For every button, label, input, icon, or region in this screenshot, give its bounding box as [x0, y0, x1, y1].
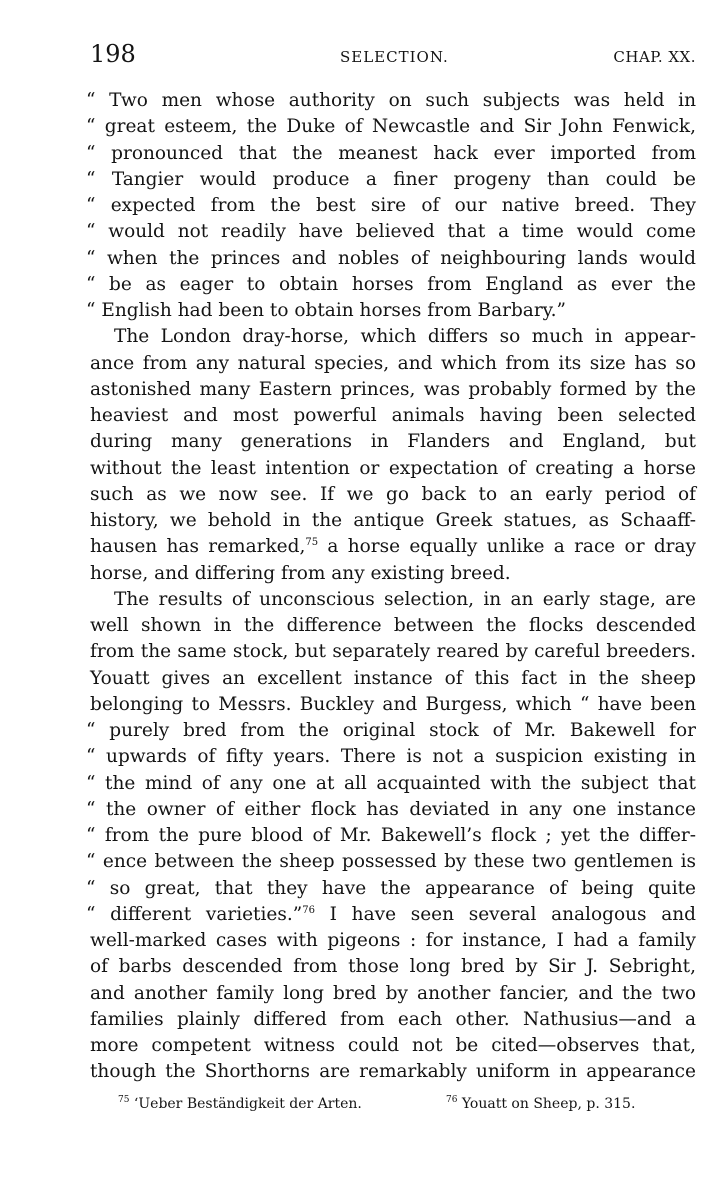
text-line: “ when the princes and nobles of neighbouring lands would	[86, 247, 696, 269]
text-line: “ expected from the best sire of our native breed. They	[86, 195, 696, 216]
body-text	[86, 88, 696, 1086]
text-line: “ Two men whose authority on such subjects was held in	[86, 90, 696, 111]
text-line: “ the mind of any one at all acquainted with the subject that	[86, 772, 696, 794]
text-line: Youatt gives an excellent instance of this fact in the sheep	[90, 667, 696, 689]
text-line: more competent witness could not be cited—observes that,	[90, 1035, 696, 1056]
text-line: of barbs descended from those long bred by Sir J. Sebright,	[90, 956, 696, 978]
page-header	[90, 40, 696, 70]
text-segment: “ different varieties.”	[86, 903, 303, 925]
text-line: “ English had been to obtain horses from Barbary.”	[86, 300, 567, 321]
text-line: “ pronounced that the meanest hack ever imported from	[86, 142, 696, 164]
text-line: belonging to Messrs. Buckley and Burgess, which “ have been	[90, 693, 696, 715]
text-line: though the Shorthorns are remarkably uniform in appearance	[90, 1061, 696, 1083]
text-line: “ the owner of either flock has deviated in any one instance	[86, 798, 696, 820]
text-line: “ purely bred from the original stock of Mr. Bakewell for	[86, 720, 696, 741]
text-line: “ upwards of fifty years. There is not a suspicion existing in	[86, 746, 696, 768]
text-line: “ be as eager to obtain horses from England as ever the	[86, 273, 696, 295]
text-line: horse, and differing from any existing breed.	[90, 562, 511, 584]
footnote-text: Youatt on Sheep, p. 315.	[457, 1096, 636, 1112]
footnote-76	[446, 1096, 635, 1112]
footnote-number: 76	[446, 1095, 458, 1105]
text-segment: a horse equally unlike a race or dray	[318, 536, 696, 558]
text-line: well-marked cases with pigeons : for instance, I had a family	[90, 930, 696, 951]
text-line: The results of unconscious selection, in an early stage, are	[114, 588, 696, 610]
running-head: SELECTION.	[340, 48, 449, 66]
text-segment: I have seen several analogous and	[314, 903, 696, 925]
text-line: and another family long bred by another fancier, and the two	[90, 982, 696, 1004]
text-line: “ so great, that they have the appearance of being quite	[86, 877, 696, 899]
text-line: families plainly differed from each other. Nathusius—and a	[90, 1008, 696, 1030]
footnote-75	[118, 1096, 362, 1112]
text-line: “ Tangier would produce a finer progeny than could be	[86, 168, 696, 190]
footnote-ref: 76	[302, 904, 315, 916]
text-line: “ ence between the sheep possessed by these two gentlemen is	[86, 851, 696, 873]
text-line: history, we behold in the antique Greek statues, as Schaaff-	[90, 510, 696, 531]
text-line: ance from any natural species, and which from its size has so	[90, 352, 696, 374]
chapter-label: CHAP. XX.	[613, 48, 696, 66]
text-line	[90, 534, 696, 560]
text-line: during many generations in Flanders and England, but	[90, 431, 696, 453]
text-segment: hausen has remarked,	[90, 536, 306, 558]
text-line	[86, 902, 696, 928]
footnote-number: 75	[118, 1095, 130, 1105]
text-line: without the least intention or expectation of creating a horse	[90, 457, 696, 479]
text-line: such as we now see. If we go back to an early period of	[90, 483, 696, 505]
text-line: from the same stock, but separately reared by careful breeders.	[90, 641, 696, 663]
page-number: 198	[90, 40, 136, 68]
text-line: astonished many Eastern princes, was probably formed by the	[90, 378, 696, 400]
text-line: The London dray-horse, which differs so much in appear-	[114, 326, 696, 348]
footnote-text: ‘Ueber Beständigkeit der Arten.	[129, 1096, 362, 1112]
text-line: “ would not readily have believed that a time would come	[86, 221, 696, 243]
text-line: “ from the pure blood of Mr. Bakewell’s flock ; yet the differ-	[86, 825, 696, 846]
text-line: heaviest and most powerful animals having been selected	[90, 405, 696, 426]
footnote-ref: 75	[305, 537, 319, 549]
text-line: well shown in the difference between the flocks descended	[90, 615, 696, 636]
text-line: “ great esteem, the Duke of Newcastle and Sir John Fenwick,	[86, 116, 696, 138]
